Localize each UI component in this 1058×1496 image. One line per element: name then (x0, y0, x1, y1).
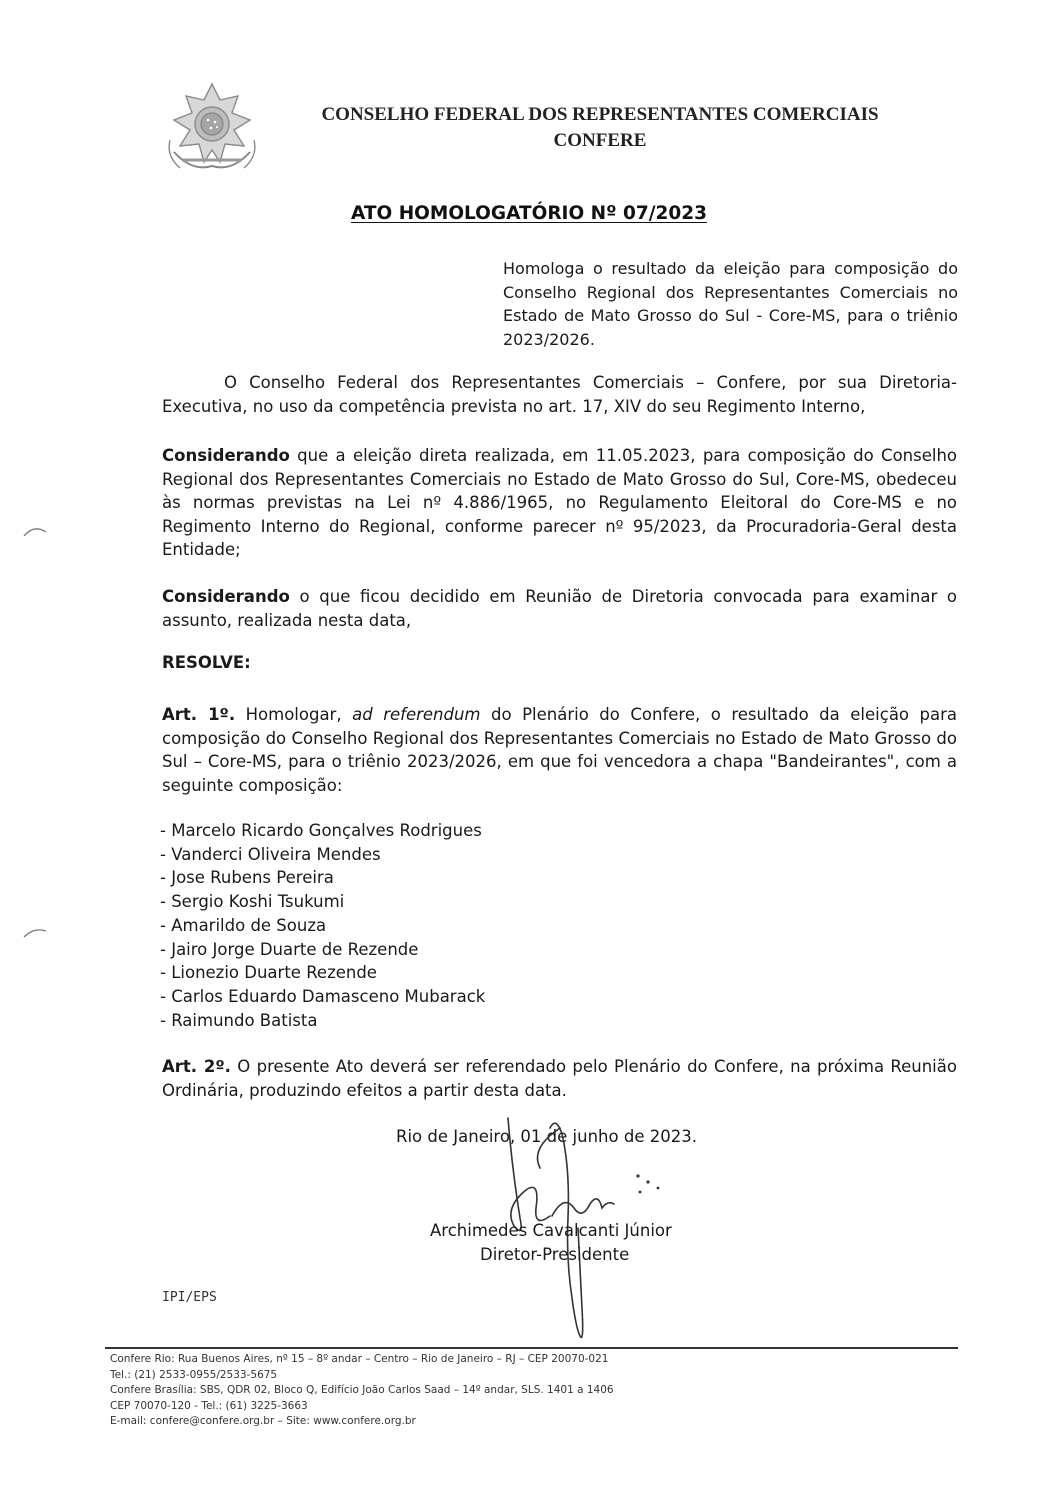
footer-line: CEP 70070-120 - Tel.: (61) 3225-3663 (110, 1399, 308, 1412)
document-title: ATO HOMOLOGATÓRIO Nº 07/2023 (351, 203, 707, 224)
list-item: - Carlos Eduardo Damasceno Mubarack (160, 985, 485, 1009)
author-initials: IPI/EPS (162, 1290, 217, 1305)
article-text: Homologar, (235, 705, 353, 724)
member-list (160, 819, 485, 1032)
footer-line: Confere Rio: Rua Buenos Aires, nº 15 – 8º andar – Centro – Rio de Janeiro – RJ – CEP 20070-021 (110, 1353, 609, 1365)
footer-divider (105, 1347, 958, 1349)
place-date: Rio de Janeiro, 01 de junho de 2023. (396, 1127, 697, 1146)
signatory-name: Archimedes Cavalcanti Júnior (430, 1221, 672, 1240)
article-label: Art. 2º. (162, 1057, 231, 1076)
signatory-role: Diretor-Presidente (480, 1245, 630, 1264)
considerando-label: Considerando (162, 446, 290, 465)
brazil-coat-of-arms-icon (162, 80, 262, 176)
resolve-heading: RESOLVE: (162, 653, 251, 672)
article-label: Art. 1º. (162, 705, 236, 724)
list-item: - Raimundo Batista (160, 1009, 485, 1033)
considerando-text: o que ficou decidido em Reunião de Diretoria convocada para examinar o assunto, realizada nesta data, (162, 587, 957, 630)
list-item: - Sergio Koshi Tsukumi (160, 890, 485, 914)
article-italic-text: ad referendum (352, 705, 481, 724)
list-item: - Amarildo de Souza (160, 914, 485, 938)
list-item: - Lionezio Duarte Rezende (160, 961, 485, 985)
considerando-label: Considerando (162, 587, 290, 606)
considerando-paragraph-1 (162, 444, 957, 562)
article-text: O presente Ato deverá ser referendado pelo Plenário do Confere, na próxima Reunião Ordinária, produzindo efeitos a partir desta data. (162, 1057, 957, 1100)
punch-hole-mark (22, 522, 48, 538)
list-item: - Jose Rubens Pereira (160, 866, 485, 890)
considerando-paragraph-2 (162, 585, 957, 632)
list-item: - Jairo Jorge Duarte de Rezende (160, 938, 485, 962)
considerando-text: que a eleição direta realizada, em 11.05.2023, para composição do Conselho Regional dos Representantes Comerciais no Estado de Mato Grosso do Sul, Core-MS, obedeceu às normas previstas na Lei nº 4.886/1965, no Regulamento Eleitoral do Core-MS e no Regimento Interno do Regional, conforme parecer nº 95/2023, da Procuradoria-Geral desta Entidade; (162, 446, 957, 559)
article-1 (162, 703, 957, 797)
footer-line: Tel.: (21) 2533-0955/2533-5675 (110, 1368, 278, 1381)
footer-line: Confere Brasília: SBS, QDR 02, Bloco Q, Edifício João Carlos Saad – 14º andar, SLS. 1401 a 1406 (110, 1384, 614, 1396)
article-text: do Plenário do Confere, o resultado da eleição para composição do Conselho Regional dos Representantes Comerciais no Estado de Mato Grosso do Sul – Core-MS, para o triênio 2023/2026, em que foi vencedora a chapa "Bandeirantes", com a seguinte composição: (162, 705, 958, 795)
org-short-name: CONFERE (553, 130, 647, 151)
list-item: - Vanderci Oliveira Mendes (160, 843, 485, 867)
punch-hole-mark (22, 923, 48, 939)
org-name: CONSELHO FEDERAL DOS REPRESENTANTES COMERCIAIS (321, 104, 879, 125)
footer-contact (110, 1352, 614, 1430)
preamble-paragraph: O Conselho Federal dos Representantes Comerciais – Confere, por sua Diretoria-Executiva, no uso da competência prevista no art. 17, XIV do seu Regimento Interno, (162, 373, 957, 416)
article-2 (162, 1055, 957, 1102)
list-item: - Marcelo Ricardo Gonçalves Rodrigues (160, 819, 485, 843)
ementa: Homologa o resultado da eleição para composição do Conselho Regional dos Representantes Comerciais no Estado de Mato Grosso do Sul - Core-MS, para o triênio 2023/2026. (503, 259, 958, 349)
footer-line: E-mail: confere@confere.org.br – Site: www.confere.org.br (110, 1415, 416, 1427)
